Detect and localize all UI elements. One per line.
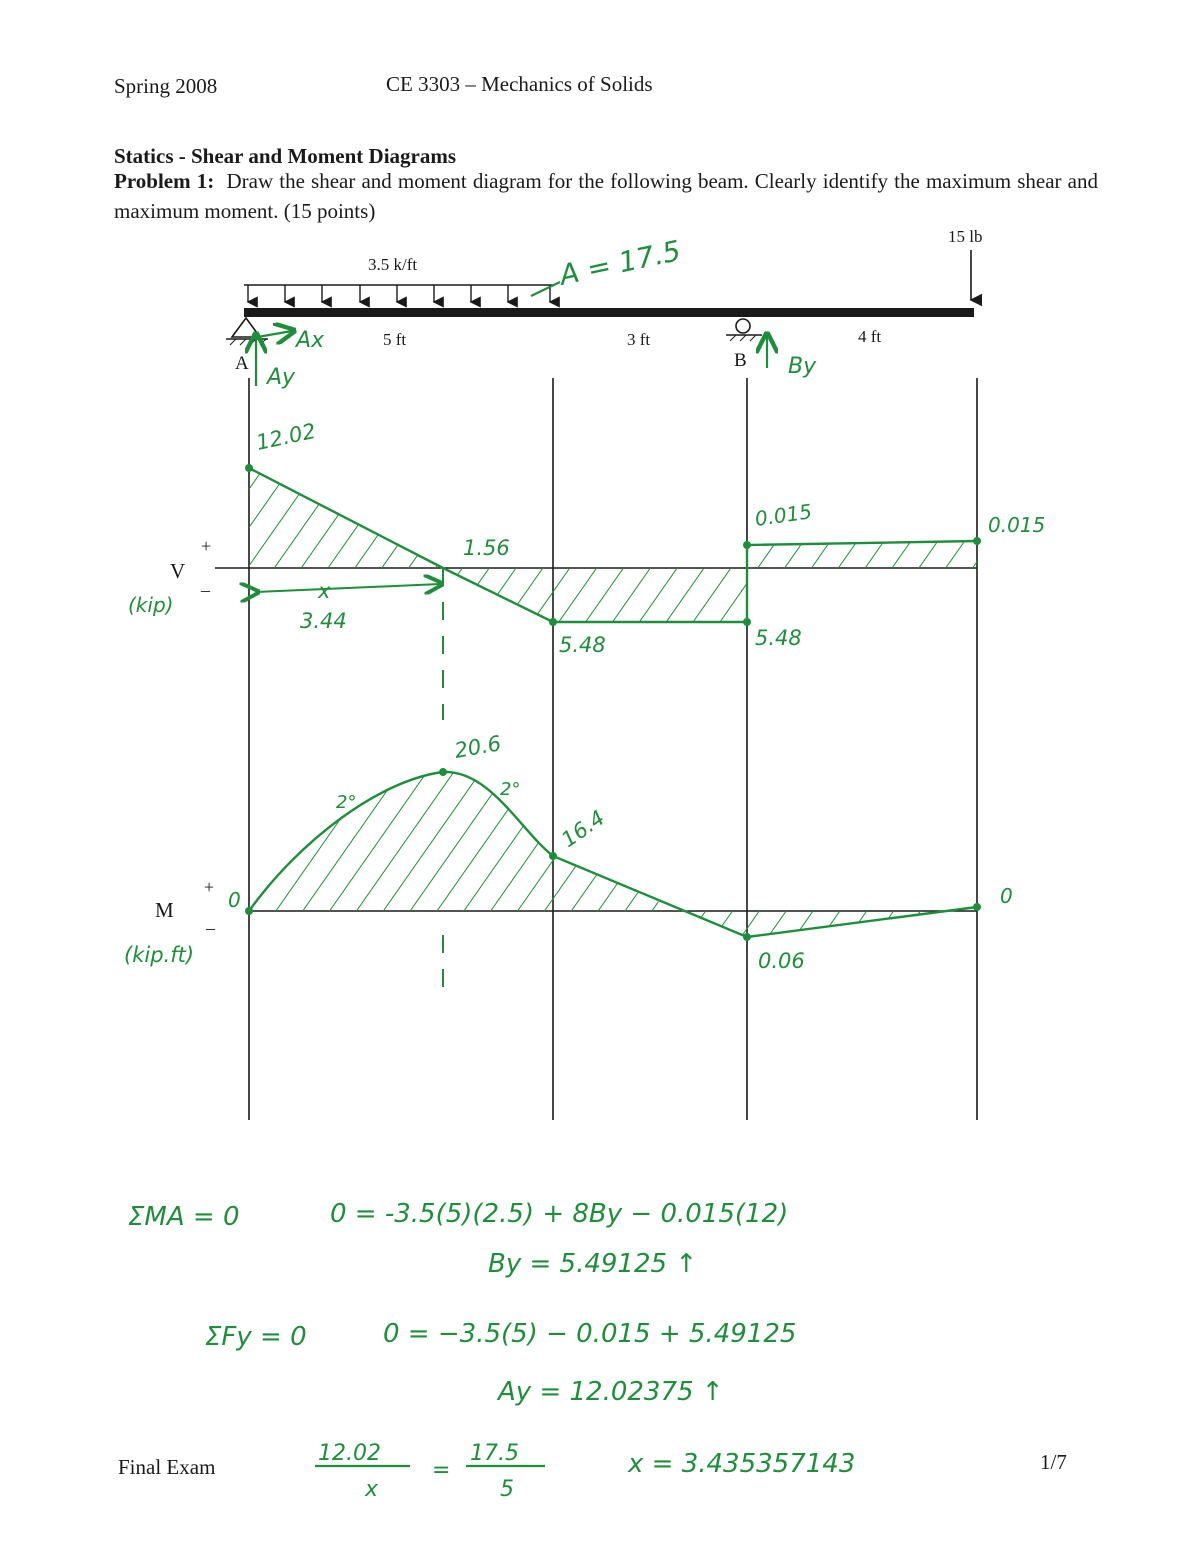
shear-min-left: 5.48 — [559, 633, 606, 657]
course-header: CE 3303 – Mechanics of Solids — [386, 72, 653, 96]
support-b-label: B — [734, 350, 747, 371]
diagram-guides — [215, 378, 977, 1120]
shear-plus: + — [201, 536, 212, 556]
ay-result: Ay = 12.02375 ↑ — [498, 1377, 724, 1407]
distributed-load-label: 3.5 k/ft — [368, 255, 418, 274]
shear-negative-region — [443, 568, 747, 622]
span-2-label: 3 ft — [627, 330, 651, 349]
x-dimension — [256, 584, 440, 592]
ax-note: Ax — [296, 328, 325, 353]
x-value: 3.44 — [300, 609, 347, 633]
span-3-label: 4 ft — [858, 327, 882, 346]
moment-axis-label: M — [155, 898, 174, 922]
force-equation: 0 = −3.5(5) − 0.015 + 5.49125 — [383, 1319, 797, 1349]
by-result: By = 5.49125 ↑ — [488, 1249, 698, 1279]
moment-peak-value: 20.6 — [452, 731, 503, 763]
sum-fy-label: ΣFy = 0 — [205, 1322, 307, 1352]
moment-rise-mark: 2° — [336, 792, 357, 813]
moment-fall-mark: 2° — [500, 779, 521, 800]
ratio-left-denominator: x — [365, 1477, 379, 1502]
shear-minus: – — [201, 580, 210, 600]
moment-equation: 0 = -3.5(5)(2.5) + 8By − 0.015(12) — [330, 1199, 789, 1229]
moment-plus: + — [204, 877, 215, 897]
section-title: Statics - Shear and Moment Diagrams — [114, 144, 457, 168]
resultant-note: A = 17.5 — [556, 234, 684, 292]
shear-value-1-56: 1.56 — [463, 536, 510, 560]
shear-value-at-b: 0.015 — [753, 499, 814, 531]
moment-value-at-5ft: 16.4 — [557, 805, 610, 853]
x-mark: x — [318, 579, 331, 603]
page-number: 1/7 — [1040, 1450, 1067, 1474]
sum-ma-label: ΣMA = 0 — [128, 1202, 240, 1232]
ratio-equals: = — [432, 1458, 451, 1483]
roller-support-b — [726, 319, 762, 341]
by-note: By — [788, 354, 817, 379]
reaction-arrows — [252, 282, 767, 386]
moment-min-value: 0.06 — [758, 949, 805, 973]
problem-label: Problem 1: — [114, 169, 215, 193]
moment-start-value: 0 — [228, 888, 241, 912]
support-a-label: A — [235, 353, 249, 374]
beam — [244, 308, 974, 317]
point-load-label: 15 lb — [948, 227, 983, 246]
moment-units: (kip.ft) — [124, 943, 195, 967]
moment-end-value: 0 — [1000, 884, 1013, 908]
ratio-right-denominator: 5 — [500, 1477, 514, 1502]
moment-negative-region — [680, 907, 977, 937]
shear-axis-label: V — [170, 559, 186, 583]
distributed-load — [244, 285, 553, 302]
moment-minus: – — [206, 918, 215, 938]
shear-min-right: 5.48 — [755, 626, 802, 650]
shear-start-value: 12.02 — [254, 418, 318, 455]
shear-units: (kip) — [128, 593, 174, 617]
shear-end-value: 0.015 — [988, 513, 1046, 537]
span-1-label: 5 ft — [383, 330, 407, 349]
term-header: Spring 2008 — [114, 74, 218, 98]
x-result: x = 3.435357143 — [628, 1449, 856, 1479]
ay-note: Ay — [267, 365, 296, 390]
ratio-left-numerator: 12.02 — [318, 1441, 381, 1466]
problem-text: Draw the shear and moment diagram for the following beam. Clearly identify the maximum shear and maximum moment. (15 points) — [114, 169, 1098, 223]
ratio-right-numerator: 17.5 — [470, 1441, 519, 1466]
pin-support-a — [226, 318, 268, 345]
footer-left: Final Exam — [118, 1455, 216, 1479]
